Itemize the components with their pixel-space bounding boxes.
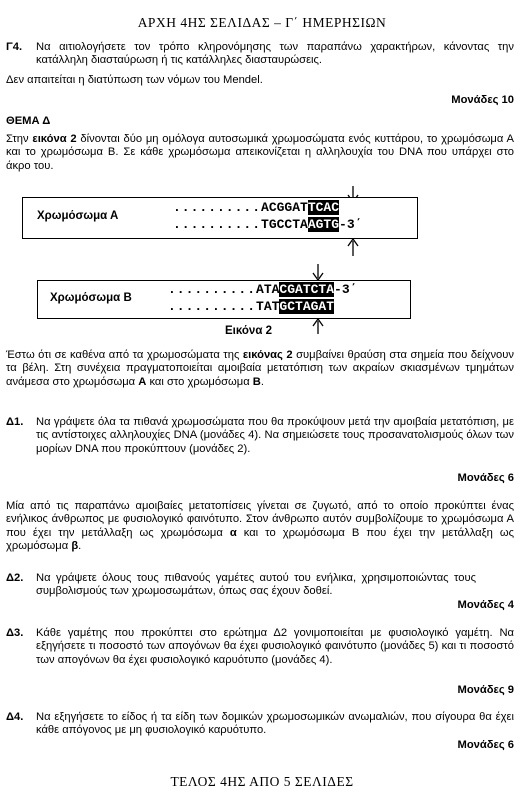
strand-dots: ..........	[173, 200, 262, 215]
marks-d3: Μονάδες 9	[457, 684, 514, 696]
para3-symbol-beta: β	[71, 540, 79, 553]
strand-plain: ATA	[256, 282, 280, 297]
chromosome-a-bottom-strand	[173, 217, 362, 232]
intro-text-a: Στην	[6, 133, 33, 145]
strand-shaded: GCTAGAT	[279, 299, 335, 314]
chromosome-b-top-strand	[168, 282, 357, 297]
chromosome-a-label: Χρωμόσωμα Α	[37, 210, 119, 222]
question-number: Δ1.	[6, 416, 24, 428]
strand-shaded: CGATCTA	[279, 282, 335, 297]
chromosome-a-top-strand	[173, 200, 339, 215]
para2-chrom-b: Β	[252, 375, 261, 388]
question-number: Δ2.	[6, 572, 24, 584]
zygote-paragraph	[6, 500, 514, 554]
chromosome-b-label: Χρωμόσωμα Β	[50, 292, 132, 304]
strand-end-label: -3΄	[334, 282, 358, 297]
question-number: Δ3.	[6, 627, 24, 639]
strand-plain: ACGGAT	[261, 200, 308, 215]
break-arrow-b-up-icon	[312, 318, 324, 334]
chromosome-b	[37, 280, 411, 319]
strand-dots: ..........	[168, 299, 257, 314]
question-number: Δ4.	[6, 711, 24, 723]
page-header: ΑΡΧΗ 4ΗΣ ΣΕΛΙΔΑΣ – Γ΄ ΗΜΕΡΗΣΙΩΝ	[137, 15, 387, 30]
para2-text-a: Έστω ότι σε καθένα από τα χρωμοσώματα της	[6, 349, 243, 361]
page-footer: ΤΕΛΟΣ 4ΗΣ ΑΠΟ 5 ΣΕΛΙΔΕΣ	[170, 774, 354, 789]
para2-text-e: και στο χρωμόσωμα	[146, 375, 253, 388]
strand-dots: ..........	[173, 217, 262, 232]
translocation-paragraph	[6, 349, 514, 389]
strand-end-label: -3΄	[339, 217, 363, 232]
question-d4	[6, 711, 514, 739]
chromosome-a	[22, 197, 418, 239]
strand-dots: ..........	[168, 282, 257, 297]
question-g4	[6, 41, 514, 69]
question-d2	[6, 572, 514, 614]
intro-paragraph	[6, 133, 514, 173]
note-text: Δεν απαιτείται η διατύπωση των νόμων του Mendel.	[6, 74, 263, 86]
section-title: ΘΕΜΑ Δ	[6, 115, 51, 127]
marks-d1: Μονάδες 6	[457, 472, 514, 484]
question-d1	[6, 416, 514, 458]
intro-text-c: δίνονται δύο μη ομόλογα αυτοσωμικά χρωμοσώματα ενός κυττάρου, το χρωμόσωμα Α και το χρωμόσωμα Β. Σε κάθε χρωμόσωμα απεικονίζεται η αλληλουχία του DNA που υπάρχει στο άκρο του.	[6, 133, 514, 172]
figure-caption: Εικόνα 2	[225, 325, 272, 337]
question-text: Να αιτιολογήσετε τον τρόπο κληρονόμησης των παραπάνω χαρακτήρων, κάνοντας την κατάλληλη διασταύρωση ή τις κατάλληλες διασταυρώσεις.	[36, 41, 514, 67]
strand-plain: TGCCTA	[261, 217, 308, 232]
strand-plain: TAT	[256, 299, 280, 314]
para2-chrom-a: Α	[138, 375, 147, 388]
para3-symbol-alpha: α	[229, 526, 237, 539]
intro-figure-ref: εικόνα 2	[32, 133, 77, 145]
question-d3	[6, 627, 514, 683]
para3-text-e: .	[78, 540, 82, 553]
question-text: Κάθε γαμέτης που προκύπτει στο ερώτημα Δ2 γονιμοποιείται με φυσιολογικό γαμέτη. Να εξηγήσετε τι ποσοστό των απογόνων θα έχει φυσιολογικό φαινότυπο (μονάδες 5) και τι ποσοστό των απογόνων θα έχει φυσιολογικό καρυότυπο (μονάδες 4).	[36, 627, 514, 666]
question-number: Γ4.	[6, 41, 23, 53]
strand-shaded: AGTG	[307, 217, 340, 232]
question-text: Να εξηγήσετε το είδος ή τα είδη των δομικών χρωμοσωμικών ανωμαλιών, που σίγουρα θα έχει κάθε απόγονος με μη φυσιολογικό καρυότυπο.	[36, 711, 514, 737]
para2-text-g: .	[260, 375, 264, 388]
strand-shaded: TCAC	[307, 200, 340, 215]
para3-text-c: και το χρωμόσωμα Β που έχει την μετάλλαξη ως χρωμόσωμα	[6, 526, 514, 553]
marks-d4: Μονάδες 6	[457, 739, 514, 751]
question-text: Να γράψετε όλους τους πιθανούς γαμέτες αυτού του ενήλικα, χρησιμοποιώντας τους συμβολισμούς των χρωμοσωμάτων, όπως σας έχουν δοθεί.	[36, 572, 476, 598]
para2-text-c: συμβαίνει θραύση στα σημεία που δείχνουν τα βέλη. Στη συνέχεια πραγματοποιείται αμοιβαία μετατόπιση των ακραίων σκιασμένων τμημάτων ανάμεσα στο χρωμόσωμα	[6, 349, 514, 388]
para3-text-a: Μία από τις παραπάνω αμοιβαίες μετατοπίσεις γίνεται σε ζυγωτό, από το οποίο προκύπτει ένας ενήλικος άνθρωπος με φυσιολογικό φαινότυπο. Στον άνθρωπο αυτόν συμβολίζουμε το χρωμόσωμα Α που έχει την μετάλλαξη ως χρωμόσωμα	[6, 500, 514, 539]
break-arrow-a-up-icon	[347, 238, 359, 256]
marks-d2: Μονάδες 4	[457, 599, 514, 611]
question-text: Να γράψετε όλα τα πιθανά χρωμοσώματα που θα προκύψουν μετά την αμοιβαία μετατόπιση, με τις αντίστοιχες αλληλουχίες DNA (μονάδες 4). Να σημειώσετε τους προσανατολισμούς όλων των μορίων DNA που προκύπτουν (μονάδες 2).	[36, 416, 514, 455]
marks-g4: Μονάδες 10	[451, 94, 514, 106]
para2-figure-ref: εικόνας 2	[242, 349, 293, 361]
chromosome-b-bottom-strand	[168, 299, 334, 314]
